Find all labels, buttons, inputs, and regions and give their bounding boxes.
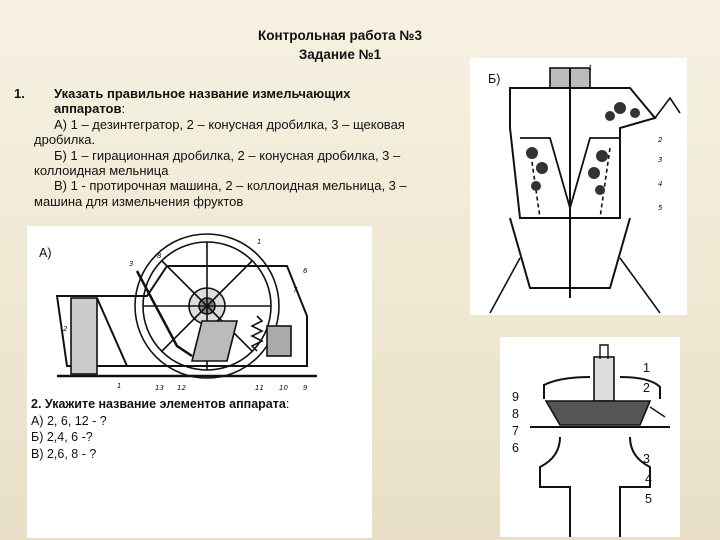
fig-c-label-6: 6 xyxy=(512,441,519,455)
fig-a-label-4: 6 xyxy=(303,267,308,275)
page-title: Контрольная работа №3 xyxy=(257,28,422,43)
figure-b-gyratory-crusher xyxy=(470,58,687,315)
fig-c-label-7: 7 xyxy=(512,424,519,438)
question-2-option-b: Б) 2,4, 6 -? xyxy=(31,430,93,444)
jaw-crusher-drawing xyxy=(27,226,372,538)
question-1-number: 1. xyxy=(14,86,25,101)
fig-a-label-11: 10 xyxy=(279,384,288,392)
fig-b-label-4: 4 xyxy=(658,180,663,188)
question-2-title: 2. Укажите название элементов аппарата: xyxy=(31,397,290,411)
option-c-line2: машина для измельчения фруктов xyxy=(34,193,244,209)
gyratory-crusher-drawing xyxy=(470,58,687,315)
figure-c-colloid-mill xyxy=(500,337,680,537)
fig-c-label-9: 9 xyxy=(512,390,519,404)
fig-a-label-5: 7 xyxy=(293,286,298,294)
colloid-mill-drawing xyxy=(500,337,680,537)
fig-b-label-1: 1 xyxy=(588,64,593,72)
question-2-option-a: А) 2, 6, 12 - ? xyxy=(31,413,107,428)
fig-a-label-12: 9 xyxy=(303,384,308,392)
fig-c-label-3: 3 xyxy=(643,452,650,466)
option-a-line1: А) 1 – дезинтегратор, 2 – конусная дробилка, 3 – щековая xyxy=(54,116,405,132)
fig-a-label-2: 8 xyxy=(157,252,162,260)
question-1-lead: Указать правильное название измельчающих xyxy=(54,86,351,101)
fig-a-label-9: 12 xyxy=(177,384,186,392)
figure-a-jaw-crusher xyxy=(27,226,372,538)
fig-a-label-1: 3 xyxy=(129,260,134,268)
fig-b-label-2: 2 xyxy=(658,136,663,144)
fig-c-label-8: 8 xyxy=(512,407,519,421)
fig-c-label-4: 4 xyxy=(645,472,652,486)
fig-a-label-6: 2 xyxy=(63,325,68,333)
fig-a-label-3: 1 xyxy=(257,238,262,246)
option-c-line1: В) 1 - протирочная машина, 2 – коллоидная мельница, 3 – xyxy=(54,178,407,194)
page-subtitle: Задание №1 xyxy=(298,47,382,62)
figure-b-letter: Б) xyxy=(488,72,501,86)
question-2 xyxy=(31,396,331,462)
fig-c-label-1: 1 xyxy=(643,361,650,375)
option-b-line2: коллоидная мельница xyxy=(34,163,169,179)
option-a-line2: дробилка. xyxy=(34,132,96,148)
question-1 xyxy=(14,86,454,209)
question-1-lead-line2: аппаратов: xyxy=(54,101,126,117)
fig-b-label-3: 3 xyxy=(658,156,663,164)
fig-c-label-2: 2 xyxy=(643,381,650,395)
question-2-option-c: В) 2,6, 8 - ? xyxy=(31,446,97,461)
fig-c-label-5: 5 xyxy=(645,492,652,506)
fig-b-label-5: 5 xyxy=(658,204,663,212)
option-b-line1: Б) 1 – гирационная дробилка, 2 – конусная дробилка, 3 – xyxy=(54,147,401,163)
fig-a-label-7: 1 xyxy=(117,382,122,390)
fig-a-label-10: 11 xyxy=(255,384,264,392)
fig-a-label-8: 13 xyxy=(155,384,164,392)
figure-a-letter: А) xyxy=(39,246,52,260)
